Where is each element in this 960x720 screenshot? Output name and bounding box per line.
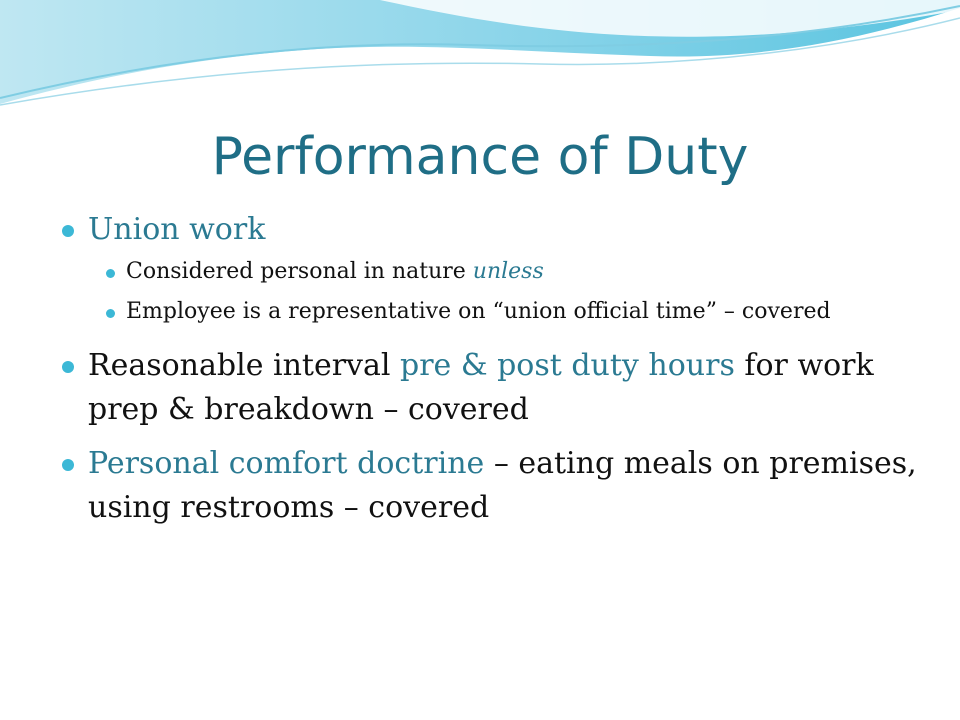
bullet-highlight: Personal comfort doctrine [88,446,485,481]
bullet-dot-icon [106,309,115,318]
sub-bullet-considered-personal [100,258,922,286]
bullet-union-work-text: Union work [88,212,266,247]
bullet-text-post: – eating meals on premises, using restrooms – covered [88,446,917,525]
bullet-union-work [62,208,922,252]
bullet-dot-icon [62,225,74,237]
bullet-personal-comfort [62,442,922,530]
slide-content [62,208,922,536]
slide-title: Performance of Duty [211,127,749,187]
bullet-dot-icon [62,459,74,471]
bullet-text-post: for work prep & breakdown – covered [88,348,874,427]
sub-bullet-representative [100,298,922,326]
bullet-text-pre: Reasonable interval [88,348,401,383]
bullet-highlight: pre & post duty hours [400,348,735,383]
sub-bullet-text: Considered personal in nature [126,259,473,284]
header-wave-decoration [0,0,960,120]
bullet-dot-icon [62,361,74,373]
sub-bullet-text: Employee is a representative on “union official time” – covered [126,299,831,324]
bullet-reasonable-interval [62,344,922,432]
bullet-dot-icon [106,269,115,278]
sub-bullet-emphasis: unless [472,259,544,284]
